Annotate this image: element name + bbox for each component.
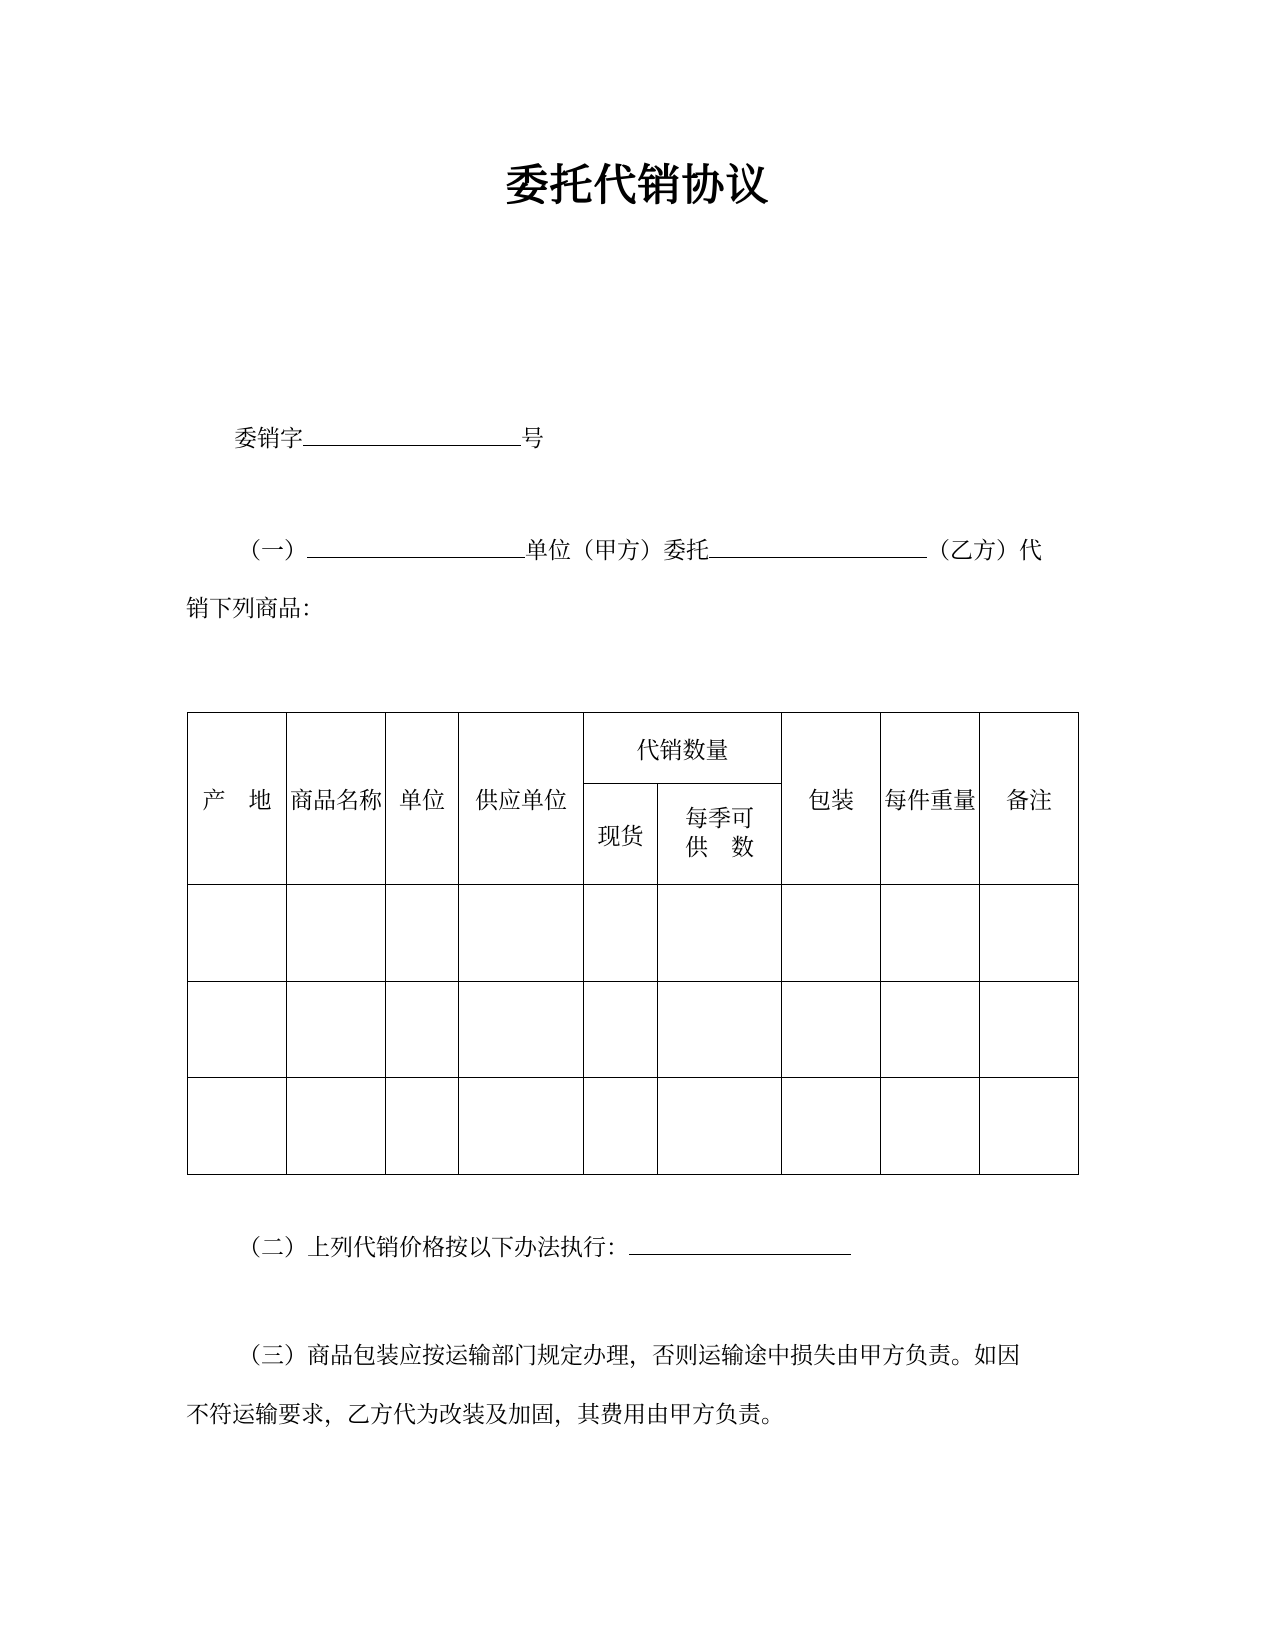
table-cell[interactable] (386, 982, 459, 1078)
clause-1-line-2: 销下列商品： (186, 596, 324, 622)
clause-1-line-1 (238, 535, 1042, 566)
table-cell[interactable] (188, 982, 287, 1078)
table-cell[interactable] (881, 982, 980, 1078)
goods-table (187, 712, 1079, 1175)
table-cell[interactable] (188, 885, 287, 982)
header-spot-goods: 现货 (584, 784, 658, 885)
clause-1-mid: 单位（甲方）委托 (525, 538, 709, 564)
clause-1-open: （一） (238, 538, 307, 564)
table-cell[interactable] (287, 982, 386, 1078)
header-seasonal-supply (658, 784, 782, 885)
header-remark: 备注 (980, 713, 1079, 885)
clause-3-line-2: 不符运输要求，乙方代为改装及加固，其费用由甲方负责。 (186, 1402, 784, 1428)
table-cell[interactable] (459, 885, 584, 982)
ref-number-blank[interactable] (303, 423, 521, 446)
clause-2-line (238, 1232, 851, 1263)
header-supplier: 供应单位 (459, 713, 584, 885)
table-cell[interactable] (188, 1078, 287, 1175)
table-cell[interactable] (658, 1078, 782, 1175)
table-cell[interactable] (287, 885, 386, 982)
table-cell[interactable] (459, 982, 584, 1078)
price-method-blank[interactable] (629, 1232, 851, 1255)
document-title: 委托代销协议 (505, 161, 770, 211)
table-cell[interactable] (980, 1078, 1079, 1175)
header-seasonal-line-1: 每季可 (685, 806, 754, 832)
agent-blank[interactable] (709, 535, 927, 558)
header-unit-weight: 每件重量 (881, 713, 980, 885)
table-cell[interactable] (386, 1078, 459, 1175)
table-cell[interactable] (584, 885, 658, 982)
header-origin: 产 地 (188, 713, 287, 885)
ref-suffix: 号 (521, 426, 544, 452)
header-consign-quantity: 代销数量 (584, 713, 782, 784)
clause-3-line-1: （三）商品包装应按运输部门规定办理，否则运输途中损失由甲方负责。如因 (238, 1343, 1020, 1369)
table-cell[interactable] (980, 885, 1079, 982)
ref-prefix: 委销字 (234, 426, 303, 452)
table-cell[interactable] (782, 982, 881, 1078)
table-row (188, 1078, 1079, 1175)
table-cell[interactable] (584, 1078, 658, 1175)
ref-number-line (234, 423, 544, 454)
table-cell[interactable] (782, 885, 881, 982)
table-row (188, 982, 1079, 1078)
table-cell[interactable] (287, 1078, 386, 1175)
clause-2-text: （二）上列代销价格按以下办法执行： (238, 1235, 629, 1261)
table-cell[interactable] (459, 1078, 584, 1175)
table-cell[interactable] (980, 982, 1079, 1078)
header-product-name: 商品名称 (287, 713, 386, 885)
table-cell[interactable] (386, 885, 459, 982)
table-cell[interactable] (881, 1078, 980, 1175)
principal-blank[interactable] (307, 535, 525, 558)
table-cell[interactable] (584, 982, 658, 1078)
header-unit: 单位 (386, 713, 459, 885)
table-cell[interactable] (782, 1078, 881, 1175)
table-cell[interactable] (658, 885, 782, 982)
table-cell[interactable] (881, 885, 980, 982)
table-cell[interactable] (658, 982, 782, 1078)
header-packing: 包装 (782, 713, 881, 885)
table-row (188, 885, 1079, 982)
header-seasonal-line-2: 供 数 (685, 835, 754, 861)
clause-1-tail: （乙方）代 (927, 538, 1042, 564)
goods-table-body (188, 885, 1079, 1175)
